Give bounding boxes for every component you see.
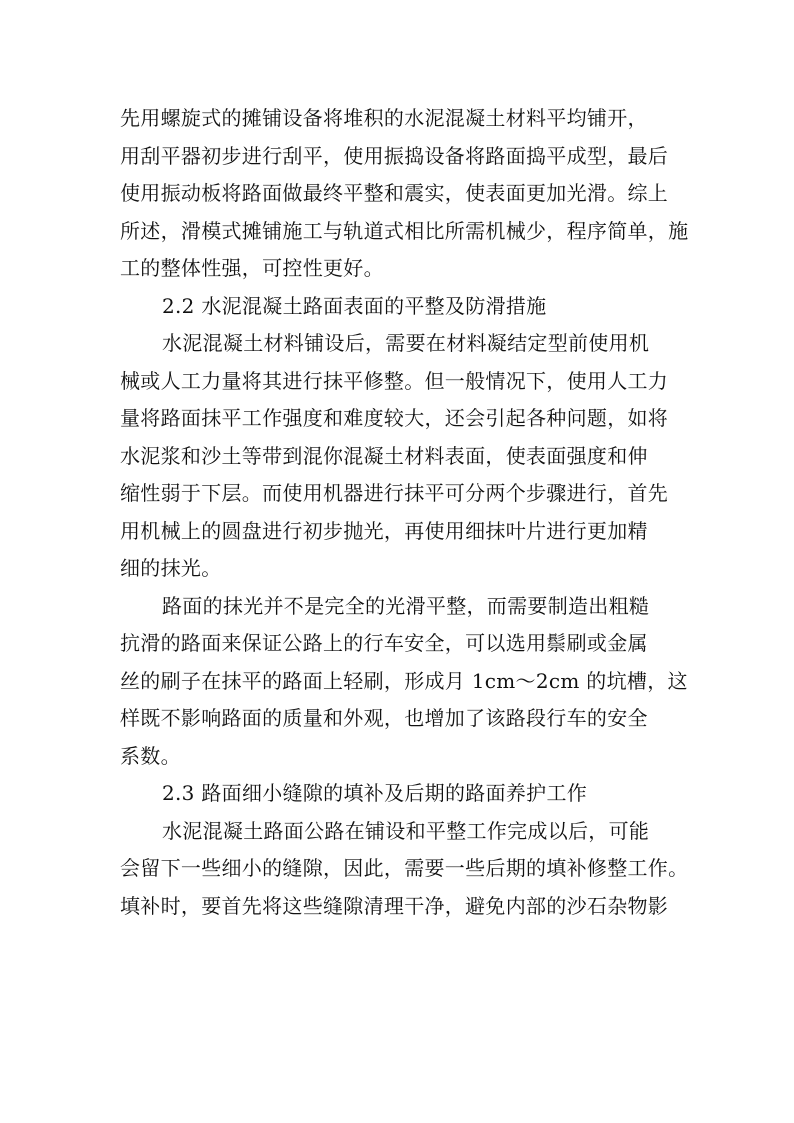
text-line: 缩性弱于下层。而使用机器进行抹平可分两个步骤进行，首先 [120,481,669,505]
text-line: 会留下一些细小的缝隙，因此，需要一些后期的填补修整工作。 [120,856,689,880]
paragraph-first-line: 水泥混凝土材料铺设后，需要在材料凝结定型前使用机 [162,331,650,355]
paragraph-first-line: 水泥混凝土路面公路在铺设和平整工作完成以后，可能 [162,818,650,843]
text-line: 抗滑的路面来保证公路上的行车安全，可以选用鬃刷或金属 [120,631,648,655]
text-line: 细的抹光。 [120,556,222,580]
text-line: 水泥浆和沙土等带到混你混凝土材料表面，使表面强度和伸 [120,443,648,468]
section-heading: 2.3 路面细小缝隙的填补及后期的路面养护工作 [162,781,588,805]
body-text [120,100,689,925]
text-line: 所述，滑模式摊铺施工与轨道式相比所需机械少，程序简单，施 [120,218,689,243]
text-line: 用刮平器初步进行刮平，使用振捣设备将路面捣平成型，最后 [120,143,669,168]
section-heading: 2.2 水泥混凝土路面表面的平整及防滑措施 [162,293,547,318]
text-line: 使用振动板将路面做最终平整和震实，使表面更加光滑。综上 [120,181,669,205]
text-line: 工的整体性强，可控性更好。 [120,256,384,280]
text-line: 丝的刷子在抹平的路面上轻刷，形成月 1cm～2cm 的坑槽，这 [120,668,688,693]
text-line: 填补时，要首先将这些缝隙清理干净，避免内部的沙石杂物影 [120,893,669,918]
text-line: 械或人工力量将其进行抹平修整。但一般情况下，使用人工力 [120,368,669,393]
paragraph-first-line: 路面的抹光并不是完全的光滑平整，而需要制造出粗糙 [162,593,650,618]
text-line: 系数。 [120,743,181,768]
text-line: 样既不影响路面的质量和外观，也增加了该路段行车的安全 [120,706,648,730]
text-line: 先用螺旋式的摊铺设备将堆积的水泥混凝土材料平均铺开， [120,106,648,130]
text-line: 量将路面抹平工作强度和难度较大，还会引起各种问题，如将 [120,406,669,430]
text-line: 用机械上的圆盘进行初步抛光，再使用细抹叶片进行更加精 [120,518,648,543]
